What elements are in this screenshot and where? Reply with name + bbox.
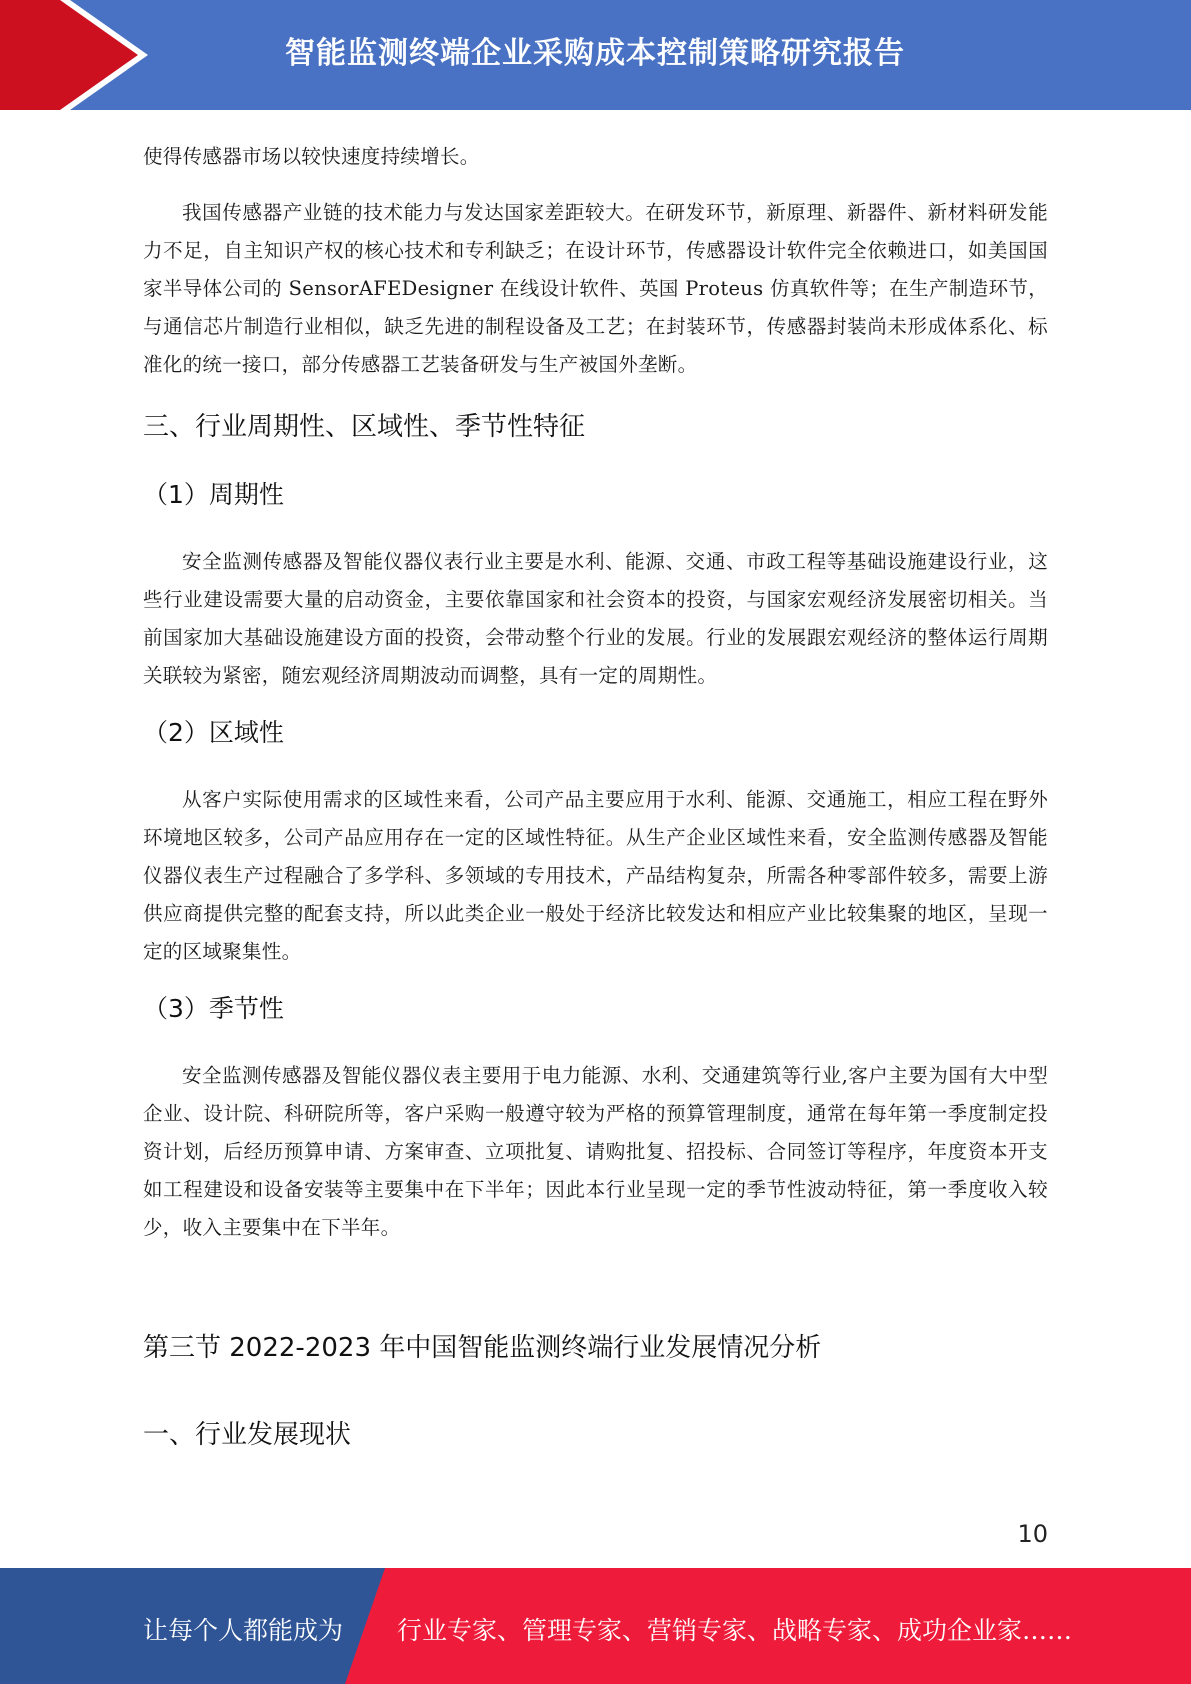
heading-industry-characteristics: 三、行业周期性、区域性、季节性特征 [143,412,586,442]
page-header [0,0,1191,110]
subheading-seasonal: （3）季节性 [143,994,284,1023]
report-title: 智能监测终端企业采购成本控制策略研究报告 [285,36,905,71]
paragraph-tech-gap: 我国传感器产业链的技术能力与发达国家差距较大。在研发环节，新原理、新器件、新材料研发能力不足，自主知识产权的核心技术和专利缺乏；在设计环节，传感器设计软件完全依赖进口，如美国国家半导体公司的 SensorAFEDesigner 在线设计软件、英国 Proteus 仿真软件等；在生产制造环节，与通信芯片制造行业相似，缺乏先进的制程设备及工艺；在封装环节，传感器封装尚未形成体系化、标准化的统一接口，部分传感器工艺装备研发与生产被国外垄断。 [143,201,1048,376]
paragraph-seasonal: 安全监测传感器及智能仪器仪表主要用于电力能源、水利、交通建筑等行业,客户主要为国有大中型企业、设计院、科研院所等，客户采购一般遵守较为严格的预算管理制度，通常在每年第一季度制定投资计划，后经历预算申请、方案审查、立项批复、请购批复、招投标、合同签订等程序，年度资本开支如工程建设和设备安装等主要集中在下半年；因此本行业呈现一定的季节性波动特征，第一季度收入较少，收入主要集中在下半年。 [143,1064,1048,1239]
footer-slogan-right: 行业专家、管理专家、营销专家、战略专家、成功企业家…… [397,1616,1073,1645]
page-number: 10 [1017,1520,1048,1548]
footer-slogan-left: 让每个人都能成为 [143,1616,344,1645]
paragraph-cyclical: 安全监测传感器及智能仪器仪表行业主要是水利、能源、交通、市政工程等基础设施建设行业，这些行业建设需要大量的启动资金，主要依靠国家和社会资本的投资，与国家宏观经济发展密切相关。当前国家加大基础设施建设方面的投资，会带动整个行业的发展。行业的发展跟宏观经济的整体运行周期关联较为紧密，随宏观经济周期波动而调整，具有一定的周期性。 [143,550,1048,687]
heading-industry-status: 一、行业发展现状 [143,1420,352,1450]
subheading-regional: （2）区域性 [143,718,284,747]
paragraph-regional: 从客户实际使用需求的区域性来看，公司产品主要应用于水利、能源、交通施工，相应工程在野外环境地区较多，公司产品应用存在一定的区域性特征。从生产企业区域性来看，安全监测传感器及智能仪器仪表生产过程融合了多学科、多领域的专用技术，产品结构复杂，所需各种零部件较多，需要上游供应商提供完整的配套支持，所以此类企业一般处于经济比较发达和相应产业比较集聚的地区，呈现一定的区域聚集性。 [143,788,1048,963]
paragraph-continued: 使得传感器市场以较快速度持续增长。 [143,145,480,168]
section-title: 第三节 2022-2023 年中国智能监测终端行业发展情况分析 [143,1333,822,1363]
page-content [143,138,1048,1451]
page-footer [0,1568,1191,1684]
subheading-cyclical: （1）周期性 [143,480,284,509]
